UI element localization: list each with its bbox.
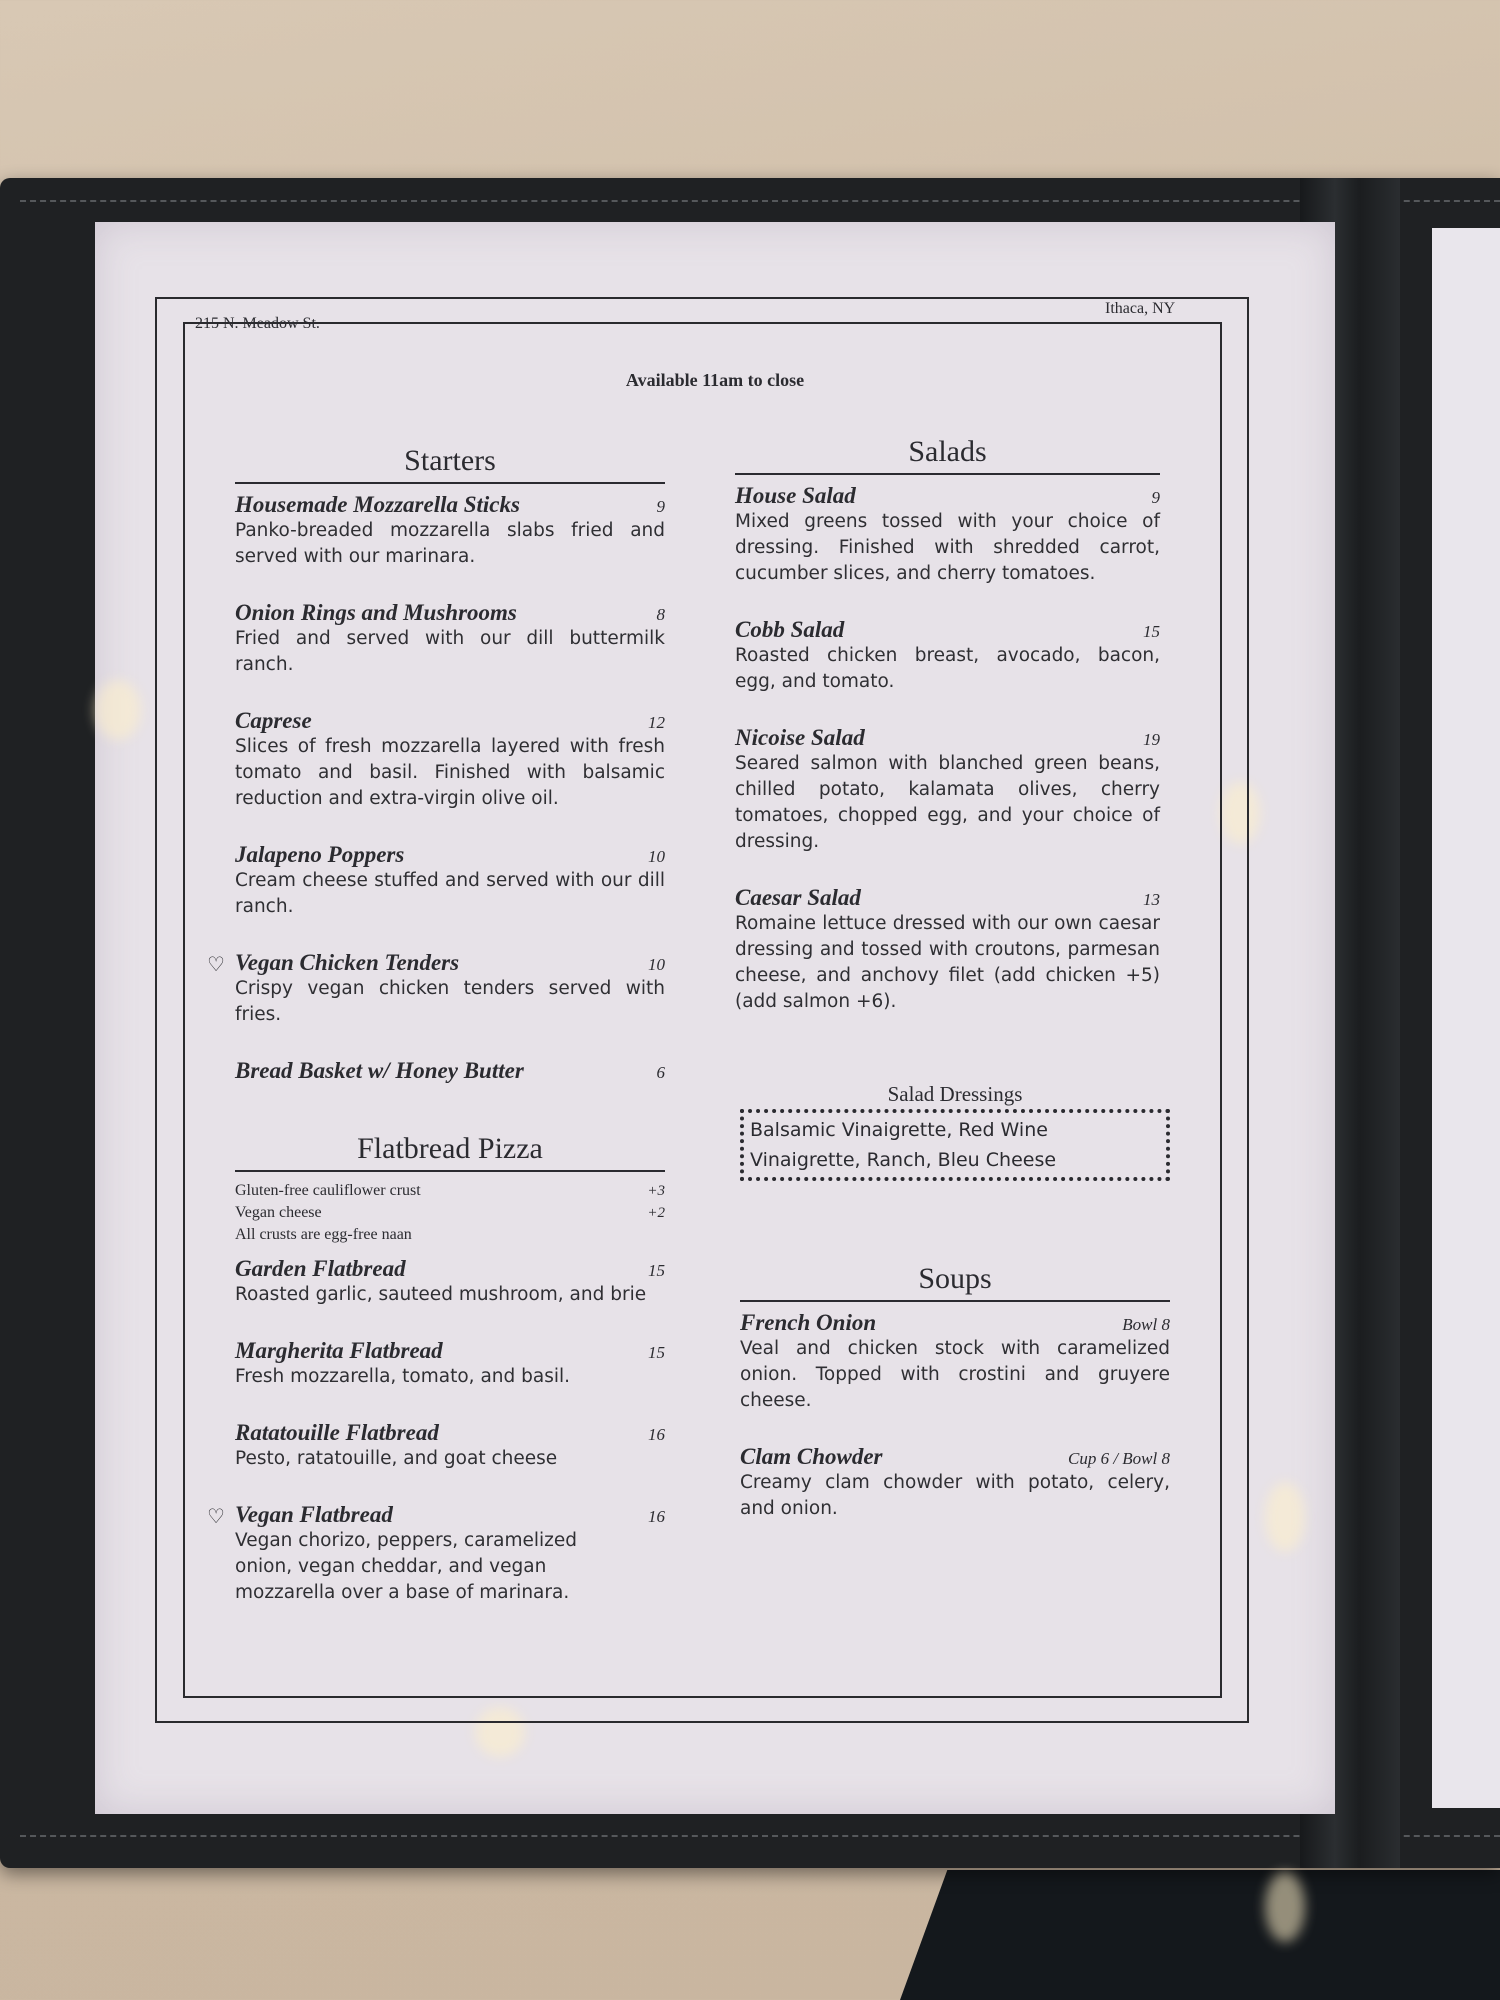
glare-spot <box>1265 1482 1305 1552</box>
item-description: Panko-breaded mozzarella slabs fried and served with our marinara. <box>235 520 665 567</box>
menu-item <box>735 483 1160 587</box>
item-price: 10 <box>648 847 665 866</box>
heart-icon: ♡ <box>207 1504 225 1528</box>
menu-item <box>235 1338 665 1390</box>
item-description: Crispy vegan chicken tenders served with fries. <box>235 978 665 1025</box>
item-name: Cobb Salad <box>735 617 845 642</box>
menu-item <box>235 600 665 678</box>
menu-item <box>740 1310 1170 1414</box>
dressings-section <box>740 1082 1170 1181</box>
glare-spot <box>1265 1872 1305 1942</box>
section-title-salads: Salads <box>735 435 1160 475</box>
item-name: Bread Basket w/ Honey Butter <box>235 1058 524 1083</box>
option-label: All crusts are egg-free naan <box>235 1226 412 1243</box>
next-menu-page <box>1432 228 1500 1808</box>
address-city: Ithaca, NY <box>1105 300 1176 317</box>
menu-item <box>235 708 665 812</box>
item-name: Nicoise Salad <box>735 725 865 750</box>
item-description: Pesto, ratatouille, and goat cheese <box>235 1448 558 1469</box>
item-price: 19 <box>1143 730 1160 749</box>
dressings-list: Balsamic Vinaigrette, Red Wine Vinaigrette, Ranch, Bleu Cheese <box>740 1109 1170 1181</box>
item-price: 16 <box>648 1507 665 1526</box>
option-row <box>235 1224 665 1246</box>
item-name: Vegan Flatbread <box>235 1502 393 1527</box>
item-price: 8 <box>656 605 665 624</box>
menu-item <box>735 725 1160 855</box>
item-price: 13 <box>1143 890 1160 909</box>
item-description: Slices of fresh mozzarella layered with fresh tomato and basil. Finished with balsamic reduction and extra-virgin olive oil. <box>235 736 665 809</box>
floor-shadow <box>900 1870 1500 2000</box>
glare-spot <box>95 680 141 740</box>
item-description: Fresh mozzarella, tomato, and basil. <box>235 1366 571 1387</box>
option-price: +3 <box>647 1183 665 1199</box>
item-price: 15 <box>648 1343 665 1362</box>
availability-note: Available 11am to close <box>625 370 805 390</box>
item-name: Caprese <box>235 708 312 733</box>
item-description: Vegan chorizo, peppers, caramelized onion, vegan cheddar, and vegan mozzarella over a base of marinara. <box>235 1530 578 1603</box>
item-description: Seared salmon with blanched green beans, chilled potato, kalamata olives, cherry tomatoes, chopped egg, and your choice of dressing. <box>735 753 1160 852</box>
item-price: 10 <box>648 955 665 974</box>
item-name: Caesar Salad <box>735 885 861 910</box>
menu-item <box>207 950 665 1028</box>
folder-stitching-top <box>20 200 1500 202</box>
item-price: Bowl 8 <box>1122 1315 1170 1334</box>
item-name: Jalapeno Poppers <box>235 842 405 867</box>
address-street: 215 N. Meadow St. <box>195 315 320 332</box>
item-price: 9 <box>656 497 665 516</box>
starters-section <box>207 444 665 1114</box>
item-description: Roasted chicken breast, avocado, bacon, egg, and tomato. <box>735 645 1160 692</box>
option-label: Gluten-free cauliflower crust <box>235 1182 421 1199</box>
item-price: 16 <box>648 1425 665 1444</box>
item-name: Housemade Mozzarella Sticks <box>235 492 520 517</box>
item-price: 9 <box>1151 488 1160 507</box>
option-price: +2 <box>647 1205 665 1221</box>
option-label: Vegan cheese <box>235 1204 322 1221</box>
soups-section <box>740 1262 1170 1552</box>
item-price: 12 <box>648 713 665 732</box>
item-name: Margherita Flatbread <box>235 1338 443 1363</box>
item-description: Veal and chicken stock with caramelized onion. Topped with crostini and gruyere cheese. <box>740 1338 1170 1411</box>
section-title-starters: Starters <box>235 444 665 484</box>
menu-item <box>735 885 1160 1015</box>
item-price: 6 <box>656 1063 665 1082</box>
item-description: Fried and served with our dill buttermilk ranch. <box>235 628 665 675</box>
item-name: Vegan Chicken Tenders <box>235 950 460 975</box>
crust-options <box>235 1180 665 1246</box>
item-description: Mixed greens tossed with your choice of dressing. Finished with shredded carrot, cucumber slices, and cherry tomatoes. <box>735 511 1160 584</box>
item-name: French Onion <box>740 1310 877 1335</box>
item-name: Ratatouille Flatbread <box>235 1420 439 1445</box>
menu-item <box>740 1444 1170 1522</box>
item-description: Roasted garlic, sauteed mushroom, and brie <box>235 1284 647 1305</box>
menu-item <box>735 617 1160 695</box>
section-title-flatbread: Flatbread Pizza <box>235 1132 665 1172</box>
item-price: 15 <box>1143 622 1160 641</box>
heart-icon: ♡ <box>207 952 225 976</box>
menu-item <box>235 492 665 570</box>
item-description: Cream cheese stuffed and served with our dill ranch. <box>235 870 665 917</box>
option-row <box>235 1202 665 1224</box>
menu-item <box>235 1058 665 1084</box>
item-name: Onion Rings and Mushrooms <box>235 600 517 625</box>
salads-section <box>735 435 1160 1045</box>
section-title-dressings: Salad Dressings <box>887 1082 1023 1106</box>
menu-item <box>235 1256 665 1308</box>
option-row <box>235 1180 665 1202</box>
menu-item <box>235 1420 665 1472</box>
item-description: Romaine lettuce dressed with our own caesar dressing and tossed with croutons, parmesan cheese, and anchovy filet (add chicken +5) (add salmon +6). <box>735 913 1160 1012</box>
flatbread-section <box>207 1132 665 1636</box>
item-name: Garden Flatbread <box>235 1256 406 1281</box>
item-price: Cup 6 / Bowl 8 <box>1067 1449 1170 1468</box>
item-name: House Salad <box>735 483 856 508</box>
item-name: Clam Chowder <box>740 1444 883 1469</box>
item-description: Creamy clam chowder with potato, celery, and onion. <box>740 1472 1170 1519</box>
item-price: 15 <box>648 1261 665 1280</box>
folder-stitching-bottom <box>20 1835 1500 1837</box>
menu-page <box>95 222 1335 1814</box>
section-title-soups: Soups <box>740 1262 1170 1302</box>
menu-item <box>207 1502 665 1606</box>
menu-item <box>235 842 665 920</box>
